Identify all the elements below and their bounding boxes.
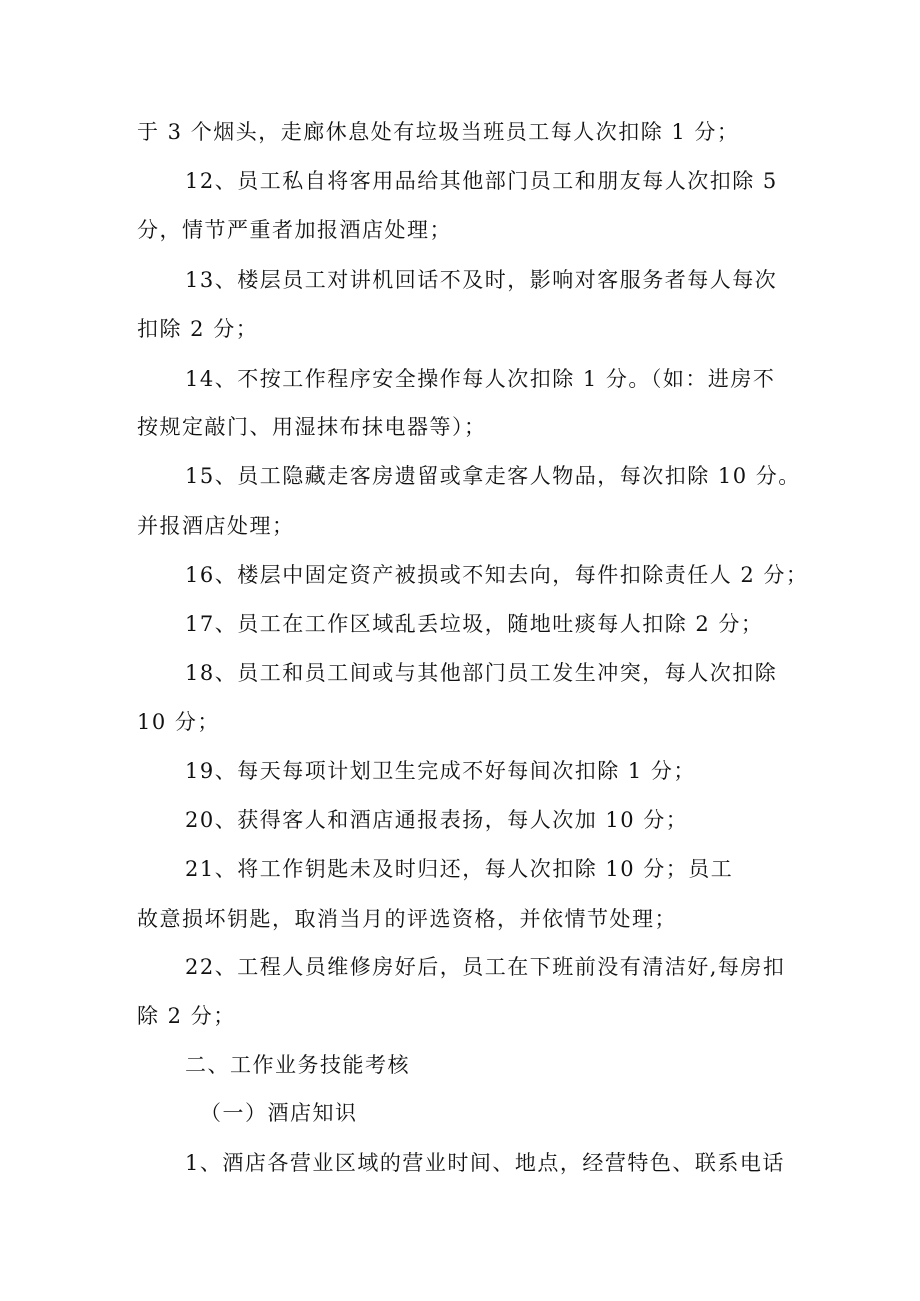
text-line-6: 14、不按工作程序安全操作每人次扣除 1 分。（如：进房不	[185, 367, 776, 391]
text-line-10: 16、楼层中固定资产被损或不知去向，每件扣除责任人 2 分；	[185, 563, 809, 587]
text-line-17: 故意损坏钥匙，取消当月的评选资格，并依情节处理；	[137, 907, 677, 931]
text-line-9: 并报酒店处理；	[137, 514, 295, 538]
text-line-11: 17、员工在工作区域乱丢垃圾，随地吐痰每人扣除 2 分；	[185, 612, 764, 636]
text-line-18: 22、工程人员维修房好后，员工在下班前没有清洁好,每房扣	[185, 955, 786, 979]
text-line-14: 19、每天每项计划卫生完成不好每间次扣除 1 分；	[185, 759, 696, 783]
text-line-22: 1、酒店各营业区域的营业时间、地点，经营特色、联系电话	[185, 1151, 785, 1175]
text-line-12: 18、员工和员工间或与其他部门员工发生冲突，每人次扣除	[185, 661, 778, 685]
text-line-8: 15、员工隐藏走客房遗留或拿走客人物品，每次扣除 10 分。	[185, 464, 801, 488]
text-line-1: 于 3 个烟头，走廊休息处有垃圾当班员工每人次扣除 1 分；	[137, 120, 740, 144]
text-line-7: 按规定敲门、用湿抹布抹电器等）；	[137, 415, 487, 439]
text-line-15: 20、获得客人和酒店通报表扬，每人次加 10 分；	[185, 808, 689, 832]
text-line-2: 12、员工私自将客用品给其他部门员工和朋友每人次扣除 5	[185, 169, 778, 193]
section-heading: 二、工作业务技能考核	[185, 1053, 410, 1077]
text-line-3: 分，情节严重者加报酒店处理；	[137, 218, 452, 242]
subsection-heading: （一）酒店知识	[200, 1101, 358, 1125]
text-line-5: 扣除 2 分；	[137, 317, 259, 341]
text-line-4: 13、楼层员工对讲机回话不及时，影响对客服务者每人每次	[185, 268, 778, 292]
text-line-16: 21、将工作钥匙未及时归还，每人次扣除 10 分；员工	[185, 857, 734, 881]
text-line-13: 10 分；	[137, 710, 220, 734]
text-line-19: 除 2 分；	[137, 1004, 236, 1028]
